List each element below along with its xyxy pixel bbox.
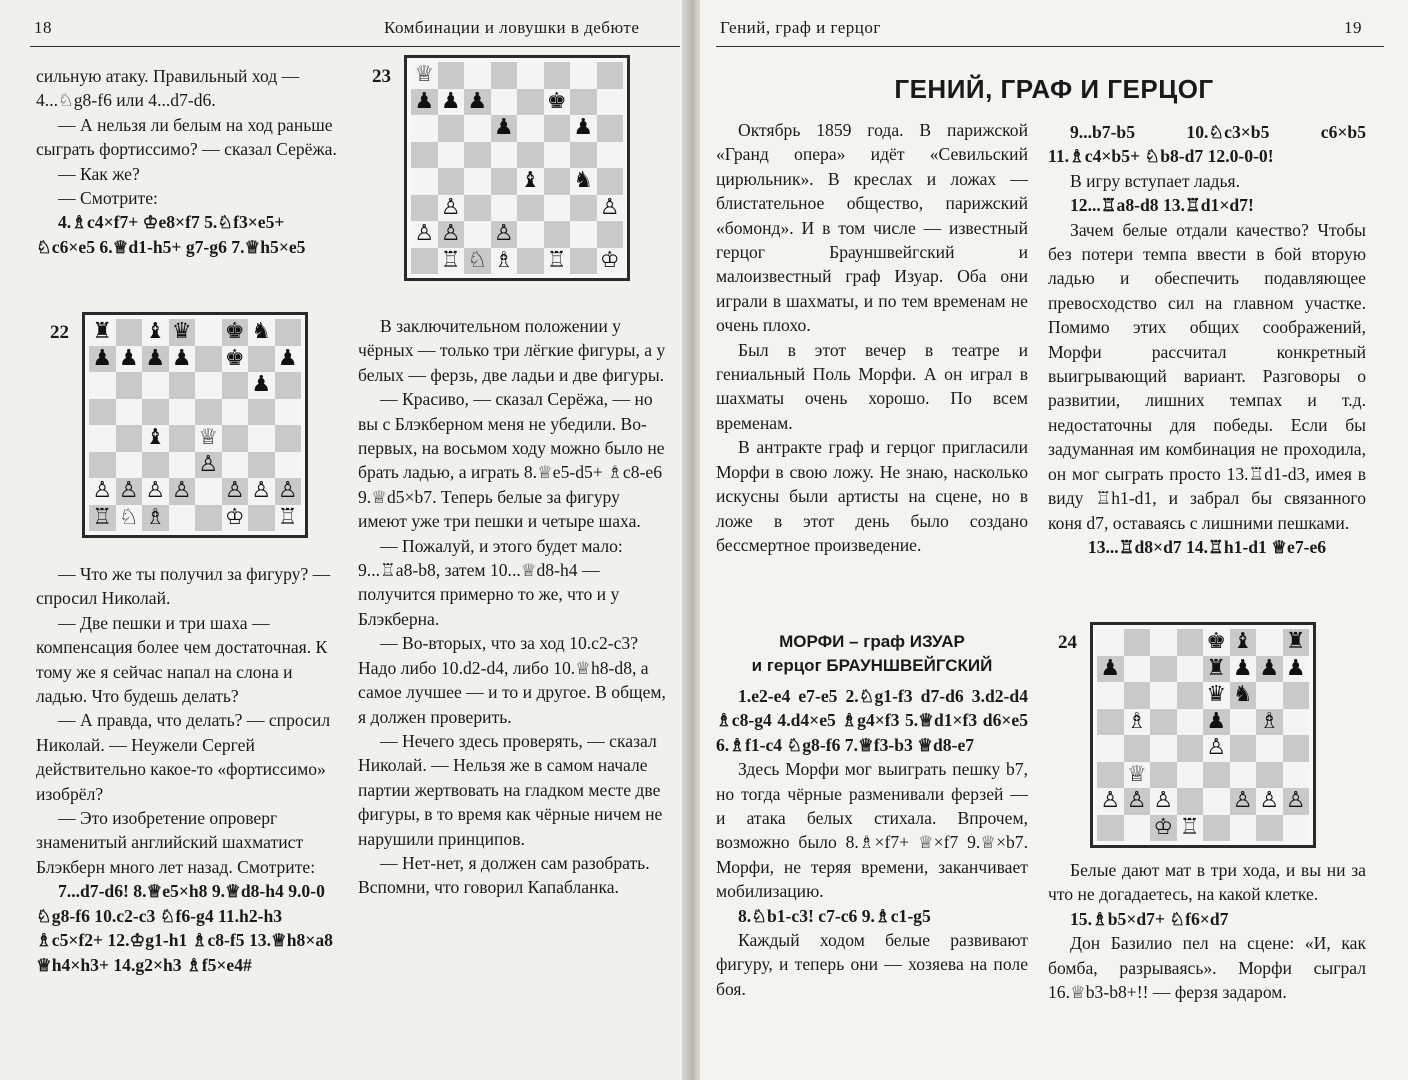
board-square: [1177, 682, 1204, 709]
left-page: [0, 0, 688, 1080]
board-square: ♚: [222, 346, 249, 373]
board-square: [1150, 656, 1177, 683]
board-square: [1230, 735, 1257, 762]
board-square: [1150, 762, 1177, 789]
board-square: [275, 399, 302, 426]
board-square: ♙: [169, 478, 196, 505]
board-square: [1124, 629, 1151, 656]
board-square: [1097, 735, 1124, 762]
board-square: [116, 425, 143, 452]
board-square: [248, 452, 275, 479]
page-number-right: 19: [1344, 18, 1362, 37]
board-square: [169, 372, 196, 399]
board-square: [116, 452, 143, 479]
board-square: ♙: [1230, 788, 1257, 815]
paragraph: 4.♗c4×f7+ ♔e8×f7 5.♘f3×e5+ ♘c6×e5 6.♕d1-h5+ g7-g6 7.♕h5×e5: [36, 212, 306, 257]
board-square: [195, 399, 222, 426]
board-square: ♟: [438, 89, 465, 116]
board-square: [1283, 762, 1310, 789]
board-square: [570, 221, 597, 248]
page-number-left: 18: [34, 18, 52, 37]
board-square: [517, 248, 544, 275]
board-square: [597, 115, 624, 142]
paragraph: Дон Базилио пел на сцене: «И, как бомба, разрываясь». Морфи сыграл 16.♕b3-b8+!! — ферзя задаром.: [1048, 933, 1366, 1003]
paragraph: — Нет-нет, я должен сам разобрать. Вспомни, что говорил Капабланка.: [358, 852, 650, 898]
board-square: ♙: [1097, 788, 1124, 815]
board-square: [438, 115, 465, 142]
board-square: ♟: [570, 115, 597, 142]
board-square: ♟: [1256, 656, 1283, 683]
board-square: [517, 221, 544, 248]
board-square: [1230, 815, 1257, 842]
board-square: [411, 248, 438, 275]
left-column-bottom: [36, 562, 342, 977]
board-square: [89, 399, 116, 426]
board-square: [544, 115, 571, 142]
board-square: [222, 425, 249, 452]
board-square: [275, 425, 302, 452]
board-square: [491, 62, 518, 89]
running-head-right: Гений, граф и герцог: [720, 18, 881, 37]
paragraph: Зачем белые отдали качество? Чтобы без потери темпа ввести в бой вторую ладью и обеспечить подавляющее превосходство сил на главном участке. Помимо этих общих соображений, Морфи рассчитал конкретный выигрывающий вариант. Разговоры о развитии, лишних темпах и т.д. недостаточны для победы. Если бы задуманная им комбинация не проходила, он мог сыграть просто 13.♖d1-d3, имея в виду ♖h1-d1, и забрал бы связанного коня d7, оставаясь с лишними пешками.: [1048, 219, 1366, 533]
board-square: [1097, 709, 1124, 736]
paragraph: В заключительном положении у чёрных — только три лёгкие фигуры, а у белых — ферзь, две ладьи и две фигуры.: [358, 316, 666, 385]
board-square: [464, 168, 491, 195]
board-square: ♗: [491, 248, 518, 275]
board-square: [248, 399, 275, 426]
board-square: [169, 452, 196, 479]
chess-diagram-23: [404, 55, 630, 281]
board-square: [1150, 629, 1177, 656]
board-square: ♟: [1283, 656, 1310, 683]
chapter-title: ГЕНИЙ, ГРАФ И ГЕРЦОГ: [894, 74, 1214, 104]
board-square: [89, 452, 116, 479]
board-square: [597, 221, 624, 248]
board-square: ♛: [169, 319, 196, 346]
board-square: [142, 399, 169, 426]
board-square: [1203, 815, 1230, 842]
board-square: ♚: [544, 89, 571, 116]
right-column-right-top: [1048, 120, 1366, 559]
board-square: ♝: [142, 425, 169, 452]
board-square: [222, 399, 249, 426]
board-square: ♙: [195, 452, 222, 479]
board-square: ♘: [464, 248, 491, 275]
board-square: [275, 452, 302, 479]
board-square: ♔: [597, 248, 624, 275]
board-square: [195, 346, 222, 373]
left-column-top: [36, 64, 342, 259]
board-square: [517, 115, 544, 142]
board-square: [411, 142, 438, 169]
board-square: ♟: [248, 372, 275, 399]
game-heading-line1: МОРФИ – граф ИЗУАР: [779, 632, 965, 651]
paragraph: Здесь Морфи мог выиграть пешку b7, но тогда чёрные разменивали ферзей — и атака белых стихала. Впрочем, возможно было 8.♗×f7+ ♕×f7 9.♕×b7. Морфи, не теряя времени, заканчивает мобилизацию.: [716, 759, 1028, 902]
board-square: ♙: [1283, 788, 1310, 815]
board-square: [1124, 735, 1151, 762]
board-square: [195, 478, 222, 505]
board-square: ♘: [116, 505, 143, 532]
paragraph: — Во-вторых, что за ход 10.c2-c3? Надо либо 10.d2-d4, либо 10.♕h8-d8, а самое лучшее — и то и другое. В общем, я должен проверить.: [358, 633, 666, 727]
board-grid-23: [411, 62, 623, 274]
board-square: ♙: [1203, 735, 1230, 762]
paragraph: — Красиво, — сказал Серёжа, — но вы с Блэкберном меня не убедили. Во-первых, на восьмом ходу можно было не брать ладью, а играть 8.♕e5-d5+ ♗c8-e6 9.♕d5×b7. Теперь белые за фигуру имеют уже три пешки и четыре шаха.: [358, 389, 665, 532]
board-square: ♟: [1230, 656, 1257, 683]
board-square: ♖: [275, 505, 302, 532]
running-head-left: Комбинации и ловушки в дебюте: [384, 18, 640, 37]
board-square: [1283, 709, 1310, 736]
board-square: [1230, 709, 1257, 736]
board-square: ♙: [89, 478, 116, 505]
board-square: [597, 142, 624, 169]
paragraph: — Как же?: [58, 163, 140, 184]
board-square: [491, 142, 518, 169]
board-square: ♖: [438, 248, 465, 275]
paragraph: сильную атаку. Правильный ход —: [36, 66, 300, 86]
board-square: ♔: [222, 505, 249, 532]
board-square: ♕: [411, 62, 438, 89]
board-square: ♙: [275, 478, 302, 505]
board-square: ♜: [89, 319, 116, 346]
board-square: ♙: [438, 195, 465, 222]
board-square: [411, 195, 438, 222]
board-grid-24: [1097, 629, 1309, 841]
board-square: [517, 62, 544, 89]
board-square: [1097, 815, 1124, 842]
right-column-left-top: [716, 118, 1028, 557]
board-square: [1177, 762, 1204, 789]
board-square: [438, 142, 465, 169]
board-square: ♚: [222, 319, 249, 346]
board-square: [597, 89, 624, 116]
board-square: ♙: [438, 221, 465, 248]
board-square: ♕: [1124, 762, 1151, 789]
board-square: ♖: [1177, 815, 1204, 842]
chess-diagram-22: [82, 312, 308, 538]
board-square: [1256, 762, 1283, 789]
board-square: [1283, 815, 1310, 842]
board-square: [464, 62, 491, 89]
board-square: ♗: [1256, 709, 1283, 736]
paragraph: 1.e2-e4 e7-e5 2.♘g1-f3 d7-d6 3.d2-d4 ♗c8-g4 4.d4×e5 ♗g4×f3 5.♕d1×f3 d6×e5 6.♗f1-c4 ♘g8-f6 7.♕f3-b3 ♕d8-e7: [716, 686, 1028, 755]
diagram-24-number: 24: [1058, 632, 1077, 653]
board-square: [169, 425, 196, 452]
paragraph: 7...d7-d6! 8.♕e5×h8 9.♕d8-h4 9.0-0 ♘g8-f6 10.c2-c3 ♘f6-g4 11.h2-h3 ♗c5×f2+ 12.♔g1-h1 ♗c8-f5 13.♕h8×a8 ♕h4×h3+ 14.g2×h3 ♗f5×e4#: [36, 881, 333, 975]
board-square: [89, 372, 116, 399]
board-square: [169, 505, 196, 532]
paragraph: — Это изобретение опроверг знаменитый английский шахматист Блэкберн много лет назад. Смотрите:: [36, 808, 316, 877]
board-square: [491, 168, 518, 195]
diagram-22-number: 22: [50, 322, 69, 343]
paragraph: — Нечего здесь проверять, — сказал Николай. — Нельзя же в самом начале партии жертвовать на гладком месте две фигуры, в то время как чёрные ничем не нарушили принципов.: [358, 730, 663, 849]
board-square: [491, 195, 518, 222]
board-square: ♜: [1283, 629, 1310, 656]
board-square: ♙: [1150, 788, 1177, 815]
board-square: ♙: [491, 221, 518, 248]
paragraph: — А нельзя ли белым на ход раньше сыграть фортиссимо? — сказал Серёжа.: [36, 114, 337, 160]
board-square: [597, 168, 624, 195]
board-square: [517, 89, 544, 116]
board-square: [411, 168, 438, 195]
board-square: [1256, 735, 1283, 762]
board-square: ♟: [275, 346, 302, 373]
board-square: [1177, 735, 1204, 762]
board-square: [1283, 682, 1310, 709]
board-square: [544, 142, 571, 169]
board-square: [544, 168, 571, 195]
board-square: ♙: [597, 195, 624, 222]
board-square: [1177, 629, 1204, 656]
board-square: [195, 505, 222, 532]
board-square: [1256, 815, 1283, 842]
board-square: [248, 346, 275, 373]
board-square: ♟: [169, 346, 196, 373]
board-square: ♙: [1124, 788, 1151, 815]
board-square: [1124, 815, 1151, 842]
paragraph: — А правда, что делать? — спросил Николай. — Неужели Сергей действительно какое-то «фортиссимо» изобрёл?: [36, 710, 331, 804]
board-square: [1150, 709, 1177, 736]
board-square: ♞: [248, 319, 275, 346]
paragraph: 12...♖a8-d8 13.♖d1×d7!: [1070, 195, 1254, 216]
chess-diagram-24: [1090, 622, 1316, 848]
board-square: [275, 372, 302, 399]
board-square: [1177, 656, 1204, 683]
board-square: [116, 372, 143, 399]
board-square: ♜: [1203, 656, 1230, 683]
board-square: ♚: [1203, 629, 1230, 656]
paragraph: — Пожалуй, и этого будет мало: 9...♖a8-b8, затем 10...♕d8-h4 — получится примерно то же, что и у Блэкберна.: [358, 535, 623, 629]
board-square: [142, 452, 169, 479]
board-square: [464, 142, 491, 169]
board-square: [1097, 629, 1124, 656]
board-square: [248, 425, 275, 452]
board-square: ♖: [544, 248, 571, 275]
right-page: [700, 0, 1408, 1080]
paragraph: В игру вступает ладья.: [1070, 170, 1240, 191]
header-rule-left: [30, 46, 680, 47]
board-square: ♝: [142, 319, 169, 346]
board-square: [1256, 629, 1283, 656]
board-square: ♟: [491, 115, 518, 142]
board-square: [1256, 682, 1283, 709]
board-square: [411, 115, 438, 142]
board-square: ♖: [89, 505, 116, 532]
board-square: ♟: [464, 89, 491, 116]
board-square: ♝: [517, 168, 544, 195]
left-column-right: [358, 314, 670, 900]
board-square: ♙: [222, 478, 249, 505]
board-square: ♙: [411, 221, 438, 248]
board-square: ♟: [1203, 709, 1230, 736]
board-square: [438, 62, 465, 89]
board-square: [438, 168, 465, 195]
paragraph: Каждый ходом белые развивают фигуру, и теперь они — хозяева на поле боя.: [716, 930, 1028, 999]
paragraph: — Что же ты получил за фигуру? — спросил Николай.: [36, 564, 331, 609]
board-square: ♗: [142, 505, 169, 532]
board-square: [195, 372, 222, 399]
board-square: ♟: [116, 346, 143, 373]
paragraph: — Две пешки и три шаха — компенсация более чем достаточная. К тому же я сейчас напал на слона и ладью. Что будешь делать?: [36, 612, 328, 707]
board-square: [544, 195, 571, 222]
board-square: [1150, 682, 1177, 709]
board-square: [464, 195, 491, 222]
board-square: [464, 221, 491, 248]
board-square: [517, 142, 544, 169]
game-heading: [716, 630, 1028, 678]
board-square: ♙: [1256, 788, 1283, 815]
board-grid-22: [89, 319, 301, 531]
board-square: [1124, 656, 1151, 683]
board-square: ♙: [248, 478, 275, 505]
board-square: [142, 372, 169, 399]
board-square: ♕: [195, 425, 222, 452]
board-square: [169, 399, 196, 426]
board-square: [570, 89, 597, 116]
board-square: ♟: [89, 346, 116, 373]
board-square: [222, 372, 249, 399]
board-square: [1150, 735, 1177, 762]
board-square: [1203, 762, 1230, 789]
board-square: [1177, 788, 1204, 815]
board-square: [544, 62, 571, 89]
board-square: [195, 319, 222, 346]
paragraph: 8.♘b1-c3! c7-c6 9.♗c1-g5: [738, 905, 931, 926]
board-square: ♛: [1203, 682, 1230, 709]
board-square: [1097, 682, 1124, 709]
board-square: [464, 115, 491, 142]
board-square: [275, 319, 302, 346]
diagram-23-number: 23: [372, 66, 391, 87]
board-square: ♟: [142, 346, 169, 373]
board-square: [1124, 682, 1151, 709]
board-square: [491, 89, 518, 116]
paragraph: Октябрь 1859 года. В парижской «Гранд опера» идёт «Севильский цирюльник». В креслах и ложах — блистательное общество, парижский «бомонд». И в том числе — известный герцог Брауншвейгский и малоизвестный граф Изуар. Оба они играли в шахматы, и по тем временам не очень плохо.: [716, 120, 1028, 336]
board-square: ♙: [142, 478, 169, 505]
board-square: [570, 62, 597, 89]
board-square: [116, 319, 143, 346]
board-square: [597, 62, 624, 89]
board-square: [1177, 709, 1204, 736]
board-square: [517, 195, 544, 222]
board-square: [1097, 762, 1124, 789]
paragraph: 9...b7-b5 10.♘c3×b5 c6×b5 11.♗c4×b5+ ♘b8-d7 12.0-0-0!: [1048, 122, 1366, 167]
board-square: [570, 248, 597, 275]
right-column-left-bottom: [716, 684, 1028, 1001]
board-square: [544, 221, 571, 248]
board-square: ♙: [116, 478, 143, 505]
paragraph: 13...♖d8×d7 14.♖h1-d1 ♕e7-e6: [1087, 536, 1327, 557]
board-square: [1203, 788, 1230, 815]
board-square: [1230, 762, 1257, 789]
board-square: ♟: [411, 89, 438, 116]
board-square: ♞: [1230, 682, 1257, 709]
paragraph: 4...♘g8-f6 или 4...d7-d6.: [36, 90, 216, 111]
board-square: ♟: [1097, 656, 1124, 683]
paragraph: В антракте граф и герцог пригласили Морфи в свою ложу. Не знаю, насколько искусны были артисты на сцене, но в ложе в этот день было создано бессмертное произведение.: [716, 437, 1028, 555]
game-heading-line2: и герцог БРАУНШВЕЙГСКИЙ: [751, 656, 993, 675]
board-square: ♞: [570, 168, 597, 195]
paragraph: — Смотрите:: [58, 188, 158, 209]
board-square: ♝: [1230, 629, 1257, 656]
paragraph: Был в этот вечер в театре и гениальный Поль Морфи. А он играл в шахматы очень хорошо. По всем временам.: [716, 339, 1028, 433]
board-square: ♔: [1150, 815, 1177, 842]
board-square: [89, 425, 116, 452]
board-square: [1283, 735, 1310, 762]
board-square: [248, 505, 275, 532]
board-square: ♗: [1124, 709, 1151, 736]
paragraph: Белые дают мат в три хода, и вы ни за что не догадаетесь, на какой клетке.: [1048, 860, 1366, 905]
board-square: [222, 452, 249, 479]
board-square: [116, 399, 143, 426]
board-square: [570, 195, 597, 222]
right-column-right-bottom: [1048, 858, 1366, 1004]
paragraph: 15.♗b5×d7+ ♘f6×d7: [1070, 908, 1229, 929]
header-rule-right: [716, 46, 1384, 47]
board-square: [570, 142, 597, 169]
